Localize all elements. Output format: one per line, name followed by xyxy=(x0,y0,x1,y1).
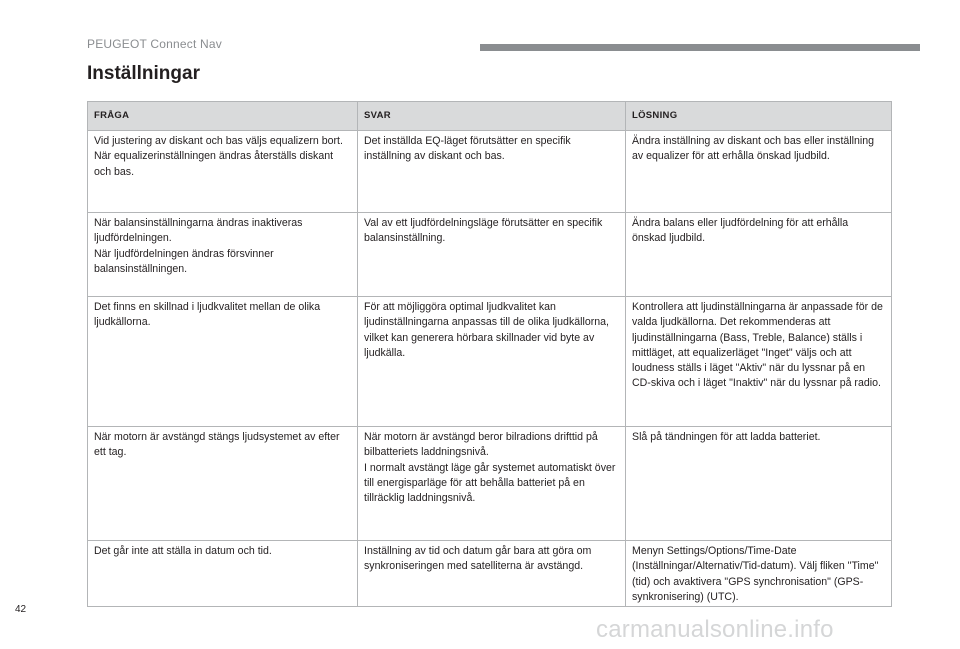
question-cell: När balansinställningarna ändras inaktiveras ljudfördelningen. När ljudfördelningen ändras försvinner balansinställningen. xyxy=(88,213,358,297)
answer-cell: När motorn är avstängd beror bilradions drifttid på bilbatteriets laddningsnivå. I normalt avstängt läge går systemet automatiskt över till energisparläge för att behålla batteriet på en tillräcklig laddningsnivå. xyxy=(358,427,626,541)
answer-cell: Val av ett ljudfördelningsläge förutsätter en specifik balansinställning. xyxy=(358,213,626,297)
watermark: carmanualsonline.info xyxy=(596,616,834,643)
column-header-question: FRÅGA xyxy=(88,102,358,131)
header-brand: PEUGEOT Connect Nav xyxy=(87,37,222,51)
table-header-row xyxy=(88,102,892,131)
answer-cell: Det inställda EQ-läget förutsätter en specifik inställning av diskant och bas. xyxy=(358,131,626,213)
answer-cell: För att möjliggöra optimal ljudkvalitet kan ljudinställningarna anpassas till de olika ljudkällorna, vilket kan generera hörbara skillnader vid byte av ljudkälla. xyxy=(358,297,626,427)
solution-cell: Menyn Settings/Options/Time-Date (Inställningar/Alternativ/Tid-datum). Välj fliken "Time" (tid) och avaktivera "GPS synchronisation" (GPS-synkronisering) (UTC). xyxy=(626,541,892,607)
table-row xyxy=(88,427,892,541)
table-row xyxy=(88,541,892,607)
column-header-solution: LÖSNING xyxy=(626,102,892,131)
table-row xyxy=(88,297,892,427)
solution-cell: Slå på tändningen för att ladda batteriet. xyxy=(626,427,892,541)
column-header-answer: SVAR xyxy=(358,102,626,131)
question-cell: När motorn är avstängd stängs ljudsystemet av efter ett tag. xyxy=(88,427,358,541)
header-bar xyxy=(480,44,920,51)
page-number: 42 xyxy=(15,604,27,615)
solution-cell: Kontrollera att ljudinställningarna är anpassade för de valda ljudkällorna. Det rekommenderas att ljudinställningarna (Bass, Treble, Balance) ställs i mittläget, att equalizerläget "Inget" väljs och att loudness ställs i läget "Aktiv" när du lyssnar på en CD-skiva och i läget "Inaktiv" när du lyssnar på radio. xyxy=(626,297,892,427)
solution-cell: Ändra balans eller ljudfördelning för att erhålla önskad ljudbild. xyxy=(626,213,892,297)
question-cell: Det går inte att ställa in datum och tid. xyxy=(88,541,358,607)
question-cell: Det finns en skillnad i ljudkvalitet mellan de olika ljudkällorna. xyxy=(88,297,358,427)
table-row xyxy=(88,213,892,297)
solution-cell: Ändra inställning av diskant och bas eller inställning av equalizer för att erhålla önskad ljudbild. xyxy=(626,131,892,213)
page-title: Inställningar xyxy=(87,63,200,84)
question-cell: Vid justering av diskant och bas väljs equalizern bort. När equalizerinställningen ändras återställs diskant och bas. xyxy=(88,131,358,213)
answer-cell: Inställning av tid och datum går bara att göra om synkroniseringen med satelliterna är avstängd. xyxy=(358,541,626,607)
faq-table xyxy=(87,101,892,607)
table-row xyxy=(88,131,892,213)
